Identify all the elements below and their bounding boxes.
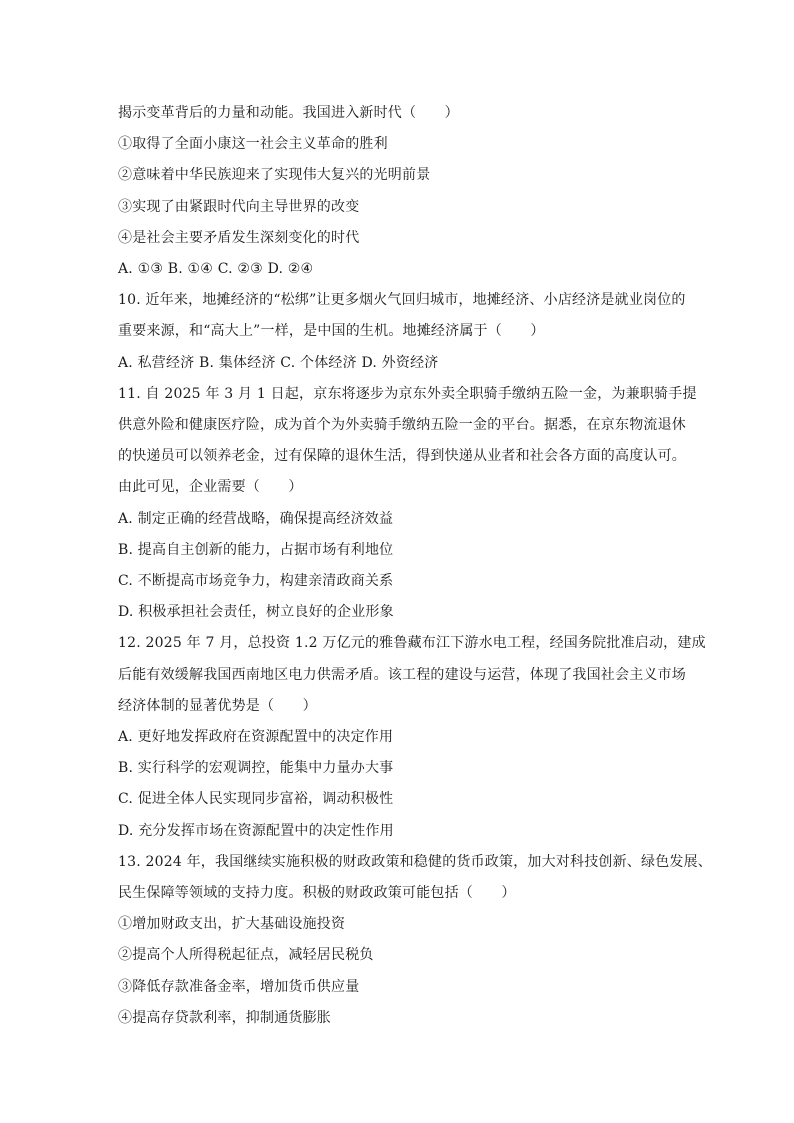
question-11-option-b <box>118 535 684 566</box>
question-13-option-4 <box>118 1003 684 1034</box>
text-line: B. 提高自主创新的能力，占据市场有利地位 <box>118 541 394 558</box>
text-line: 经济体制的显著优势是（ ） <box>118 697 317 714</box>
question-12-option-d <box>118 816 684 847</box>
text-line: 民生保障等领域的支持力度。积极的财政政策可能包括（ ） <box>118 885 516 902</box>
text-line: ①增加财政支出，扩大基础设施投资 <box>118 916 346 933</box>
question-9-stem-continuation <box>118 98 684 129</box>
text-line: ④提高存贷款利率，抑制通货膨胀 <box>118 1009 331 1026</box>
question-9-option-1 <box>118 129 684 160</box>
text-line: ③降低存款准备金率，增加货币供应量 <box>118 978 360 995</box>
question-11-stem <box>118 379 697 504</box>
question-9-choices <box>118 254 684 285</box>
text-line: 揭示变革背后的力量和动能。我国进入新时代（ ） <box>118 105 459 121</box>
exam-page <box>118 98 712 1034</box>
text-line: 12. 2025 年 7 月，总投资 1.2 万亿元的雅鲁藏布江下游水电工程，经国务院批准启动，建成 <box>118 635 706 652</box>
text-line: 10. 近年来，地摊经济的“松绑”让更多烟火气回归城市，地摊经济、小店经济是就业岗位的 <box>118 292 686 309</box>
text-line: A. 私营经济 B. 集体经济 C. 个体经济 D. 外资经济 <box>118 354 439 371</box>
text-line: C. 促进全体人民实现同步富裕，调动积极性 <box>118 791 394 808</box>
text-line: 13. 2024 年，我国继续实施积极的财政政策和稳健的货币政策，加大对科技创新、绿色发展、 <box>118 853 712 870</box>
question-12-stem <box>118 628 706 722</box>
question-10-choices <box>118 348 684 379</box>
text-line: ②提高个人所得税起征点，减轻居民税负 <box>118 947 374 964</box>
question-11-option-a <box>118 504 684 535</box>
question-12-option-a <box>118 722 684 753</box>
text-line: A. 更好地发挥政府在资源配置中的决定作用 <box>118 729 394 746</box>
question-13-stem <box>118 847 712 909</box>
question-13-option-3 <box>118 972 684 1003</box>
text-line: C. 不断提高市场竞争力，构建亲清政商关系 <box>118 573 394 590</box>
text-line: 重要来源，和“高大上”一样，是中国的生机。地摊经济属于（ ） <box>118 323 545 340</box>
text-line: ③实现了由紧跟时代向主导世界的改变 <box>118 198 360 215</box>
question-10-stem <box>118 285 684 347</box>
question-9-option-3 <box>118 192 684 223</box>
text-line: A. ①③ B. ①④ C. ②③ D. ②④ <box>118 261 314 278</box>
text-line: 由此可见，企业需要（ ） <box>118 479 303 496</box>
text-line: B. 实行科学的宏观调控，能集中力量办大事 <box>118 760 394 777</box>
question-11-option-d <box>118 597 684 628</box>
text-line: ④是社会主要矛盾发生深刻变化的时代 <box>118 229 360 246</box>
text-line: 11. 自 2025 年 3 月 1 日起，京东将逐步为京东外卖全职骑手缴纳五险一金，为兼职骑手提 <box>118 385 697 402</box>
question-13-option-2 <box>118 940 684 971</box>
question-9-option-4 <box>118 223 684 254</box>
text-line: A. 制定正确的经营战略，确保提高经济效益 <box>118 510 394 527</box>
question-12-option-b <box>118 753 684 784</box>
question-13-option-1 <box>118 909 684 940</box>
question-11-option-c <box>118 566 684 597</box>
text-line: ②意味着中华民族迎来了实现伟大复兴的光明前景 <box>118 167 431 184</box>
text-line: D. 充分发挥市场在资源配置中的决定性作用 <box>118 822 394 839</box>
text-line: 后能有效缓解我国西南地区电力供需矛盾。该工程的建设与运营，体现了我国社会主义市场 <box>118 666 686 683</box>
question-12-option-c <box>118 784 684 815</box>
text-line: 的快递员可以领养老金，过有保障的退休生活，得到快递从业者和社会各方面的高度认可。 <box>118 448 686 465</box>
text-line: ①取得了全面小康这一社会主义革命的胜利 <box>118 136 388 153</box>
question-9-option-2 <box>118 160 684 191</box>
text-line: D. 积极承担社会责任，树立良好的企业形象 <box>118 604 394 621</box>
text-line: 供意外险和健康医疗险，成为首个为外卖骑手缴纳五险一金的平台。据悉，在京东物流退休 <box>118 417 686 434</box>
